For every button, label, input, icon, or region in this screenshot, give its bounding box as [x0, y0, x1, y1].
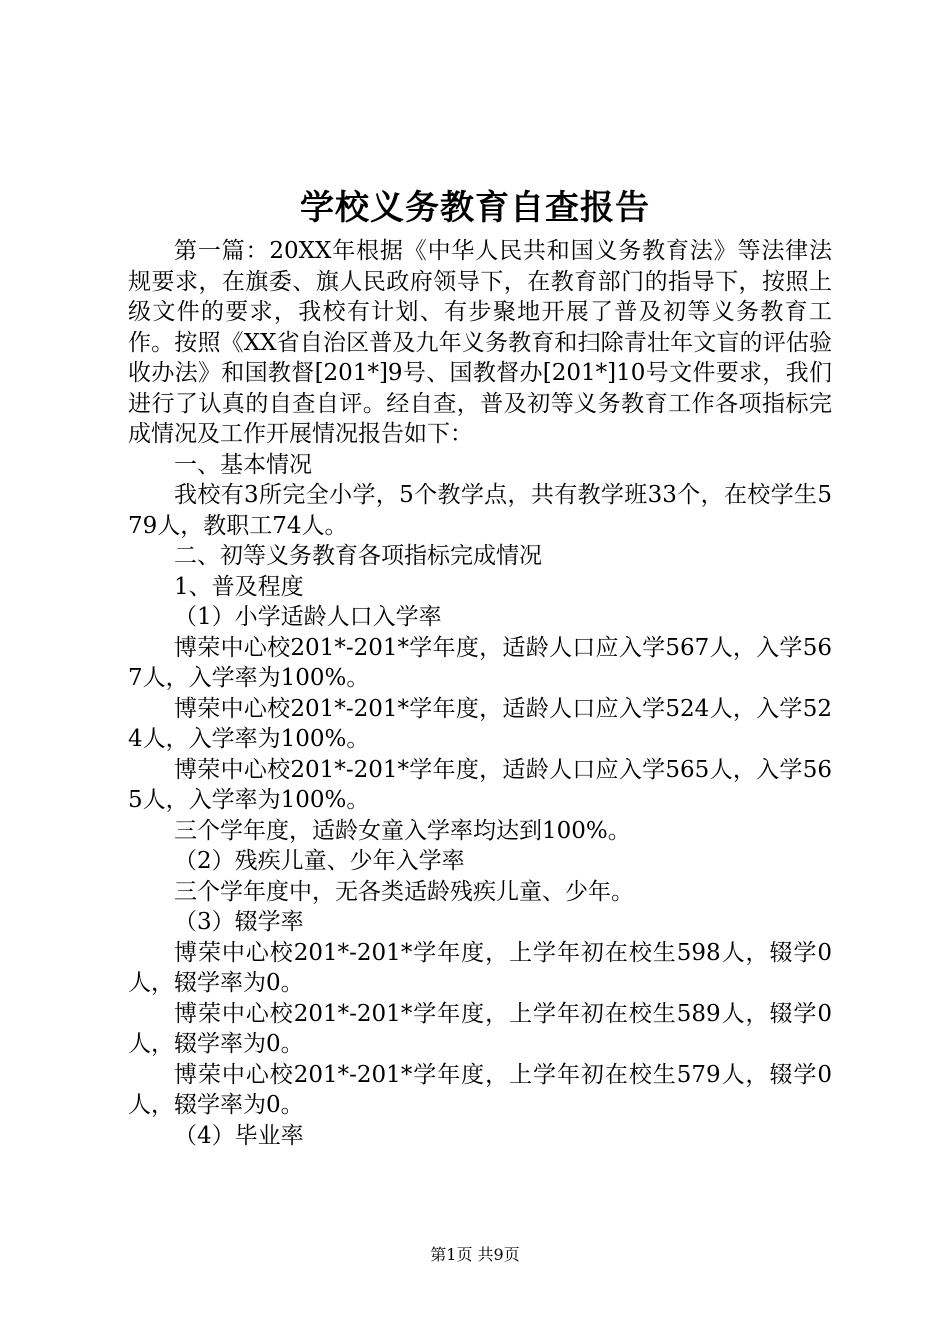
heading-indicators: 二、初等义务教育各项指标完成情况 [174, 543, 542, 569]
paragraph-basic-situation: 我校有3所完全小学，5个教学点，共有教学班33个，在校学生579人，教职工74人。 [128, 482, 832, 539]
document-body [128, 236, 832, 1151]
paragraph-dropout-1: 博荣中心校201*-201*学年度，上学年初在校生598人，辍学0人，辍学率为0。 [128, 939, 832, 996]
document-title: 学校义务教育自查报告 [300, 188, 650, 228]
paragraph-disabled-enrollment: 三个学年度中，无各类适龄残疾儿童、少年。 [174, 878, 634, 905]
paragraph-intro: 第一篇：20XX年根据《中华人民共和国义务教育法》等法律法规要求，在旗委、旗人民政府领导下，在教育部门的指导下，按照上级文件的要求，我校有计划、有步聚地开展了普及初等义务教育工作。按照《XX省自治区普及九年义务教育和扫除青壮年文盲的评估验收办法》和国教督[201*]9号、国教督办[201*]10号文件要求，我们进行了认真的自查自评。经自查，普及初等义务教育工作各项指标完成情况及工作开展情况报告如下： [128, 238, 832, 447]
heading-basic-situation: 一、基本情况 [174, 451, 312, 478]
subheading-enrollment-rate: （1）小学适龄人口入学率 [174, 604, 442, 630]
paragraph-dropout-3: 博荣中心校201*-201*学年度，上学年初在校生579人，辍学0人，辍学率为0。 [128, 1061, 832, 1118]
page-number-footer: 第1页 共9页 [430, 1245, 520, 1264]
paragraph-dropout-2: 博荣中心校201*-201*学年度，上学年初在校生589人，辍学0人，辍学率为0。 [128, 1000, 832, 1057]
paragraph-enrollment-3: 博荣中心校201*-201*学年度，适龄人口应入学565人，入学565人，入学率为100%。 [128, 756, 832, 813]
subheading-graduation-rate: （4）毕业率 [174, 1122, 304, 1149]
subheading-disabled-enrollment: （2）残疾儿童、少年入学率 [174, 848, 465, 874]
paragraph-enrollment-1: 博荣中心校201*-201*学年度，适龄人口应入学567人，入学567人，入学率为100%。 [128, 634, 832, 691]
subheading-dropout-rate: （3）辍学率 [174, 909, 304, 935]
paragraph-girls-enrollment: 三个学年度，适龄女童入学率均达到100%。 [174, 817, 631, 844]
paragraph-enrollment-2: 博荣中心校201*-201*学年度，适龄人口应入学524人，入学524人，入学率为100%。 [128, 695, 832, 752]
heading-popularization: 1、普及程度 [174, 573, 304, 600]
